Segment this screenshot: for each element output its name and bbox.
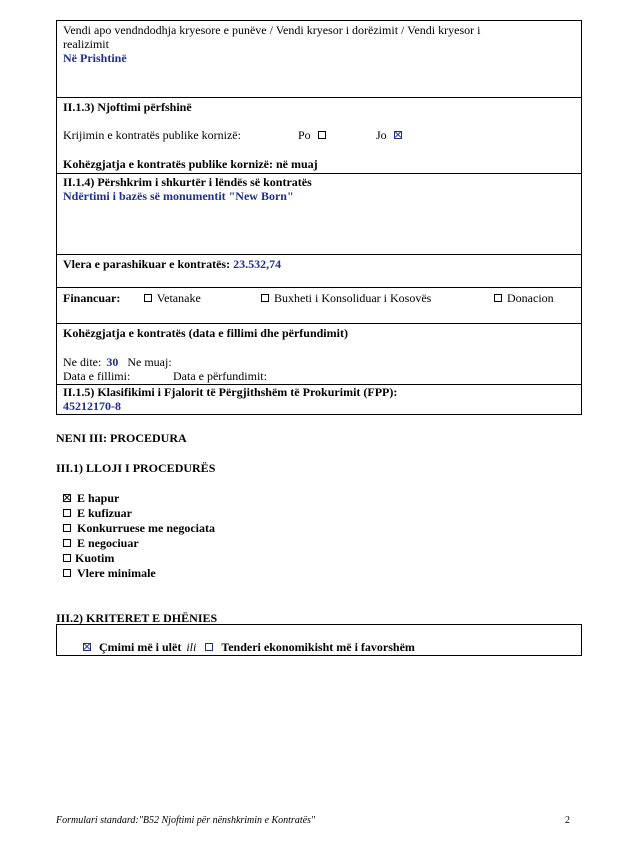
estimated-value-box xyxy=(56,254,582,288)
cpv-box xyxy=(56,384,582,415)
financed-option-budget[interactable] xyxy=(261,291,431,305)
criteria-or-label: ili xyxy=(186,640,197,654)
lowest-price-label: Çmimi më i ulët xyxy=(99,640,182,654)
procedure-type-quotation[interactable] xyxy=(63,551,114,565)
start-date-label: Data e fillimi: xyxy=(63,369,131,383)
duration-days-row xyxy=(63,355,172,369)
location-value: Në Prishtinë xyxy=(63,51,127,65)
procedure-quotation-checkbox[interactable] xyxy=(63,554,71,562)
procedure-open-checkbox[interactable] xyxy=(63,494,71,502)
estimated-value-label: Vlera e parashikuar e kontratës: xyxy=(63,257,231,271)
notice-includes-box xyxy=(56,97,582,174)
cpv-title: II.1.5) Klasifikimi i Fjalorit të Përgjithshëm të Prokurimit (FPP): xyxy=(63,385,398,399)
description-value: Ndërtimi i bazës së monumentit "New Born" xyxy=(63,189,294,203)
meat-checkbox[interactable] xyxy=(205,643,213,651)
procedure-type-open[interactable] xyxy=(63,491,119,505)
days-label: Ne dite: xyxy=(63,355,102,369)
procedure-type-heading: III.1) LLOJI I PROCEDURËS xyxy=(56,461,216,475)
contract-duration-box xyxy=(56,323,582,385)
award-criteria-box xyxy=(56,624,582,656)
end-date-label: Data e përfundimit: xyxy=(173,369,267,383)
budget-label: Buxheti i Konsoliduar i Kosovës xyxy=(274,291,432,305)
financed-label: Financuar: xyxy=(63,291,121,305)
framework-jo-option[interactable] xyxy=(376,128,404,142)
contract-duration-title: Kohëzgjatja e kontratës (data e fillimi dhe përfundimit) xyxy=(63,326,348,340)
procedure-type-label: Vlere minimale xyxy=(77,566,156,580)
framework-label: Krijimin e kontratës publike kornizë: xyxy=(63,128,241,142)
procedure-type-competitive-negotiation[interactable] xyxy=(63,521,215,535)
procedure-type-label: E negociuar xyxy=(77,536,139,550)
donation-checkbox[interactable] xyxy=(494,294,502,302)
footer-form-name: Formulari standard:"B52 Njoftimi për nënshkrimin e Kontratës" xyxy=(56,815,316,826)
cpv-value: 45212170-8 xyxy=(63,399,121,413)
notice-includes-title: II.1.3) Njoftimi përfshinë xyxy=(63,100,192,114)
budget-checkbox[interactable] xyxy=(261,294,269,302)
estimated-value-amount: 23.532,74 xyxy=(233,257,282,271)
financed-box xyxy=(56,287,582,324)
lowest-price-checkbox[interactable] xyxy=(83,643,91,651)
description-box xyxy=(56,173,582,255)
location-box xyxy=(56,20,582,98)
jo-checkbox[interactable] xyxy=(394,131,402,139)
procedure-competitive-checkbox[interactable] xyxy=(63,524,71,532)
procedure-minimal-checkbox[interactable] xyxy=(63,569,71,577)
meat-label: Tenderi ekonomikisht më i favorshëm xyxy=(221,640,415,654)
description-title: II.1.4) Përshkrim i shkurtër i lëndës së kontratës xyxy=(63,175,312,189)
location-label-line2: realizimit xyxy=(63,37,109,51)
procedure-type-restricted[interactable] xyxy=(63,506,132,520)
financed-option-own[interactable] xyxy=(144,291,201,305)
financed-option-donation[interactable] xyxy=(494,291,554,305)
estimated-value-row xyxy=(63,257,281,271)
procedure-type-negotiated[interactable] xyxy=(63,536,139,550)
procedure-restricted-checkbox[interactable] xyxy=(63,509,71,517)
jo-label: Jo xyxy=(376,128,387,142)
po-label: Po xyxy=(298,128,311,142)
procedure-type-label: E kufizuar xyxy=(77,506,133,520)
section3-heading: NENI III: PROCEDURA xyxy=(56,431,187,445)
po-checkbox[interactable] xyxy=(318,131,326,139)
procedure-type-label: Konkurruese me negociata xyxy=(77,521,215,535)
procedure-type-minimal-value[interactable] xyxy=(63,566,156,580)
procedure-type-label: E hapur xyxy=(77,491,120,505)
framework-po-option[interactable] xyxy=(298,128,328,142)
footer-page-number: 2 xyxy=(565,815,570,826)
award-criteria-row xyxy=(83,640,415,654)
location-label-line1: Vendi apo vendndodhja kryesore e punëve / Vendi kryesor i dorëzimit / Vendi kryesor i xyxy=(63,23,481,37)
own-funds-checkbox[interactable] xyxy=(144,294,152,302)
procedure-type-label: Kuotim xyxy=(75,551,115,565)
framework-duration: Kohëzgjatja e kontratës publike kornizë: në muaj xyxy=(63,157,318,171)
award-criteria-heading: III.2) KRITERET E DHËNIES xyxy=(56,611,218,625)
procedure-negotiated-checkbox[interactable] xyxy=(63,539,71,547)
own-funds-label: Vetanake xyxy=(156,291,201,305)
months-label: Ne muaj: xyxy=(127,355,172,369)
donation-label: Donacion xyxy=(507,291,554,305)
days-value: 30 xyxy=(106,355,119,369)
